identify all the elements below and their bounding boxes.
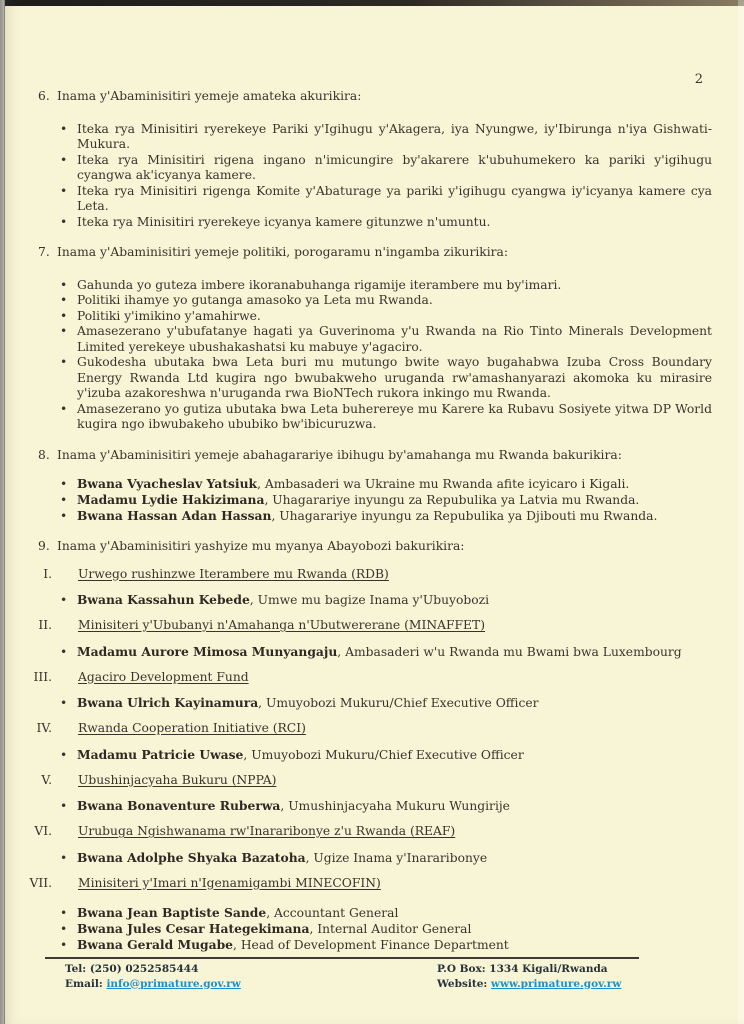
person-item bbox=[0, 905, 744, 921]
section-title: Inama y'Abaminisitiri yemeje politiki, porogaramu n'ingamba zikurikira: bbox=[57, 245, 508, 259]
section-heading bbox=[0, 448, 744, 464]
person-role: , Umuyobozi Mukuru/Chief Executive Officer bbox=[243, 747, 524, 762]
org-heading: Urwego rushinzwe Iterambere mu Rwanda (RDB) bbox=[78, 566, 389, 581]
person-name: Madamu Patricie Uwase bbox=[77, 746, 244, 762]
roman-numeral: V. bbox=[41, 772, 52, 787]
person-role: , Umwe mu bagize Inama y'Ubuyobozi bbox=[249, 593, 490, 607]
section-number: 9. bbox=[38, 539, 50, 553]
section-8 bbox=[0, 448, 744, 525]
appointment-row bbox=[0, 876, 744, 892]
bullet-text: Politiki ihamye yo gutanga amasoko ya Leta mu Rwanda. bbox=[77, 293, 433, 307]
person-name: Bwana Ulrich Kayinamura bbox=[77, 695, 259, 710]
person-role: , Accountant General bbox=[266, 906, 399, 920]
person-role: , Umushinjacyaha Mukuru Wungirije bbox=[280, 799, 510, 813]
person-name: Bwana Bonaventure Ruberwa bbox=[77, 798, 281, 813]
org-heading: Minisiteri y'Imari n'Igenamigambi MINECOFIN) bbox=[78, 875, 381, 890]
bullet-text: Iteka rya Minisitiri rigena ingano n'imicungire by'akarere k'ubuhumekero ka pariki y'igihugu cyangwa ak'icyanya kamere. bbox=[77, 152, 712, 182]
person-item bbox=[0, 508, 744, 524]
person-name: Bwana Hassan Adan Hassan bbox=[77, 508, 272, 523]
person-role: , Internal Auditor General bbox=[309, 922, 472, 936]
appointment-row bbox=[0, 618, 744, 634]
bullet-item bbox=[0, 293, 744, 309]
footer bbox=[45, 957, 639, 991]
footer-left-column bbox=[65, 962, 395, 991]
roman-numeral: VII. bbox=[29, 875, 52, 890]
bullet-item bbox=[0, 309, 744, 325]
bullet-item bbox=[0, 215, 744, 231]
person-item bbox=[0, 476, 744, 492]
bullet-item bbox=[0, 278, 744, 294]
section-number: 8. bbox=[38, 447, 50, 462]
pobox-row bbox=[437, 962, 621, 977]
person-item bbox=[0, 592, 744, 608]
person-role: , Ambasaderi w'u Rwanda mu Bwami bwa Luxembourg bbox=[337, 644, 682, 659]
org-heading: Urubuga Ngishwanama rw'Inararibonye z'u Rwanda (REAF) bbox=[78, 824, 456, 838]
roman-numeral: I. bbox=[43, 566, 52, 581]
person-role: , Uhagarariye inyungu za Repubulika ya Djibouti mu Rwanda. bbox=[271, 509, 658, 523]
person-name: Bwana Jules Cesar Hategekimana bbox=[77, 921, 310, 936]
bullet-item bbox=[0, 402, 744, 433]
person-item bbox=[0, 695, 744, 711]
section-heading bbox=[0, 539, 744, 555]
person-role: , Ugize Inama y'Inararibonye bbox=[305, 850, 488, 865]
section-heading bbox=[0, 89, 744, 105]
person-role: , Ambasaderi wa Ukraine mu Rwanda afite icyicaro i Kigali. bbox=[257, 477, 630, 491]
tel-row bbox=[65, 962, 395, 977]
person-name: Madamu Lydie Hakizimana bbox=[77, 492, 265, 507]
person-role: , Uhagarariye inyungu za Repubulika ya Latvia mu Rwanda. bbox=[264, 493, 640, 507]
bullet-text: Iteka rya Minisitiri ryerekeye Pariki y'Igihugu y'Akagera, iya Nyungwe, iy'Ibirunga n'iya Gishwati-Mukura. bbox=[77, 121, 712, 151]
roman-numeral: II. bbox=[38, 618, 52, 632]
person-role: , Head of Development Finance Department bbox=[233, 938, 509, 952]
pobox-label: P.O Box: bbox=[437, 963, 486, 975]
bullet-item bbox=[0, 355, 744, 402]
appointment-row bbox=[0, 567, 744, 583]
footer-right-column bbox=[437, 962, 621, 991]
person-role: , Umuyobozi Mukuru/Chief Executive Officer bbox=[258, 696, 539, 710]
bullet-text: Gukodesha ubutaka bwa Leta buri mu mutungo bwite wayo bugahabwa Izuba Cross Boundary Energy Rwanda Ltd kugira ngo bwubakweho uruganda rw'amashanyarazi akomoka ku mirasire y'izuba azakoreshwa n'uruganda rwa BioNTech rukora inkingo mu Rwanda. bbox=[77, 355, 712, 400]
appointment-row bbox=[0, 670, 744, 686]
email-label: Email: bbox=[65, 977, 103, 990]
person-item bbox=[0, 921, 744, 937]
person-item bbox=[0, 798, 744, 814]
person-item bbox=[0, 937, 744, 953]
section-title: Inama y'Abaminisitiri yemeje abahagarariye ibihugu by'amahanga mu Rwanda bakurikira: bbox=[57, 447, 622, 462]
person-item bbox=[0, 492, 744, 508]
person-item bbox=[0, 644, 744, 660]
website-row bbox=[437, 977, 621, 992]
pobox-value: 1334 Kigali/Rwanda bbox=[489, 963, 608, 975]
bullet-text: Iteka rya Minisitiri ryerekeye icyanya kamere gitunzwe n'umuntu. bbox=[77, 214, 491, 229]
appointment-row bbox=[0, 824, 744, 840]
bullet-text: Gahunda yo guteza imbere ikoranabuhanga rigamije iterambere mu by'imari. bbox=[77, 277, 562, 292]
bullet-text: Amasezerano y'ubufatanye hagati ya Guverinoma y'u Rwanda na Rio Tinto Minerals Development Limited yerekeye ubushakashatsi ku mabuye y'agaciro. bbox=[77, 324, 712, 354]
appointment-row bbox=[0, 773, 744, 789]
email-link[interactable]: info@primature.gov.rw bbox=[106, 977, 241, 990]
org-heading: Minisiteri y'Ububanyi n'Amahanga n'Ubutwererane (MINAFFET) bbox=[78, 618, 486, 632]
person-item bbox=[0, 850, 744, 866]
section-9 bbox=[0, 539, 744, 953]
bullet-item bbox=[0, 122, 744, 153]
bullet-text: Amasezerano yo gutiza ubutaka bwa Leta buherereye mu Karere ka Rubavu Sosiyete yitwa DP World kugira ngo ibwubakeho ububiko bw'ibicuruzwa. bbox=[77, 401, 712, 431]
person-name: Bwana Vyacheslav Yatsiuk bbox=[77, 476, 258, 491]
bullet-item bbox=[0, 184, 744, 215]
person-item bbox=[0, 747, 744, 763]
bullet-item bbox=[0, 324, 744, 355]
section-title: Inama y'Abaminisitiri yashyize mu myanya Abayobozi bakurikira: bbox=[57, 539, 465, 553]
person-name: Madamu Aurore Mimosa Munyangaju bbox=[77, 643, 338, 659]
footer-rule bbox=[45, 957, 639, 959]
person-name: Bwana Adolphe Shyaka Bazatoha bbox=[77, 849, 306, 865]
bullet-item bbox=[0, 153, 744, 184]
section-number: 6. bbox=[38, 89, 50, 103]
bullet-text: Iteka rya Minisitiri rigenga Komite y'Abaturage ya pariki y'igihugu cyangwa iy'icyanya kamere cya Leta. bbox=[77, 183, 712, 213]
person-name: Bwana Kassahun Kebede bbox=[77, 592, 250, 607]
bullet-text: Politiki y'imikino y'amahirwe. bbox=[77, 308, 261, 323]
roman-numeral: III. bbox=[33, 669, 52, 684]
appointee-list bbox=[0, 905, 744, 953]
person-name: Bwana Gerald Mugabe bbox=[77, 937, 233, 952]
person-name: Bwana Jean Baptiste Sande bbox=[77, 905, 267, 920]
org-heading: Ubushinjacyaha Bukuru (NPPA) bbox=[78, 772, 277, 787]
tel-value: (250) 0252585444 bbox=[89, 963, 199, 975]
website-label: Website: bbox=[437, 977, 488, 990]
org-heading: Rwanda Cooperation Initiative (RCI) bbox=[78, 721, 306, 735]
section-7 bbox=[0, 245, 744, 433]
section-6 bbox=[0, 89, 744, 230]
tel-label: Tel: bbox=[65, 963, 87, 975]
page-number: 2 bbox=[694, 72, 703, 87]
roman-numeral: IV. bbox=[36, 721, 52, 735]
section-heading bbox=[0, 245, 744, 261]
appointment-row bbox=[0, 721, 744, 737]
org-heading: Agaciro Development Fund bbox=[78, 669, 249, 684]
email-row bbox=[65, 977, 395, 992]
section-number: 7. bbox=[38, 245, 50, 259]
roman-numeral: VI. bbox=[34, 824, 52, 838]
section-title: Inama y'Abaminisitiri yemeje amateka akurikira: bbox=[57, 89, 362, 103]
website-link[interactable]: www.primature.gov.rw bbox=[490, 977, 622, 990]
